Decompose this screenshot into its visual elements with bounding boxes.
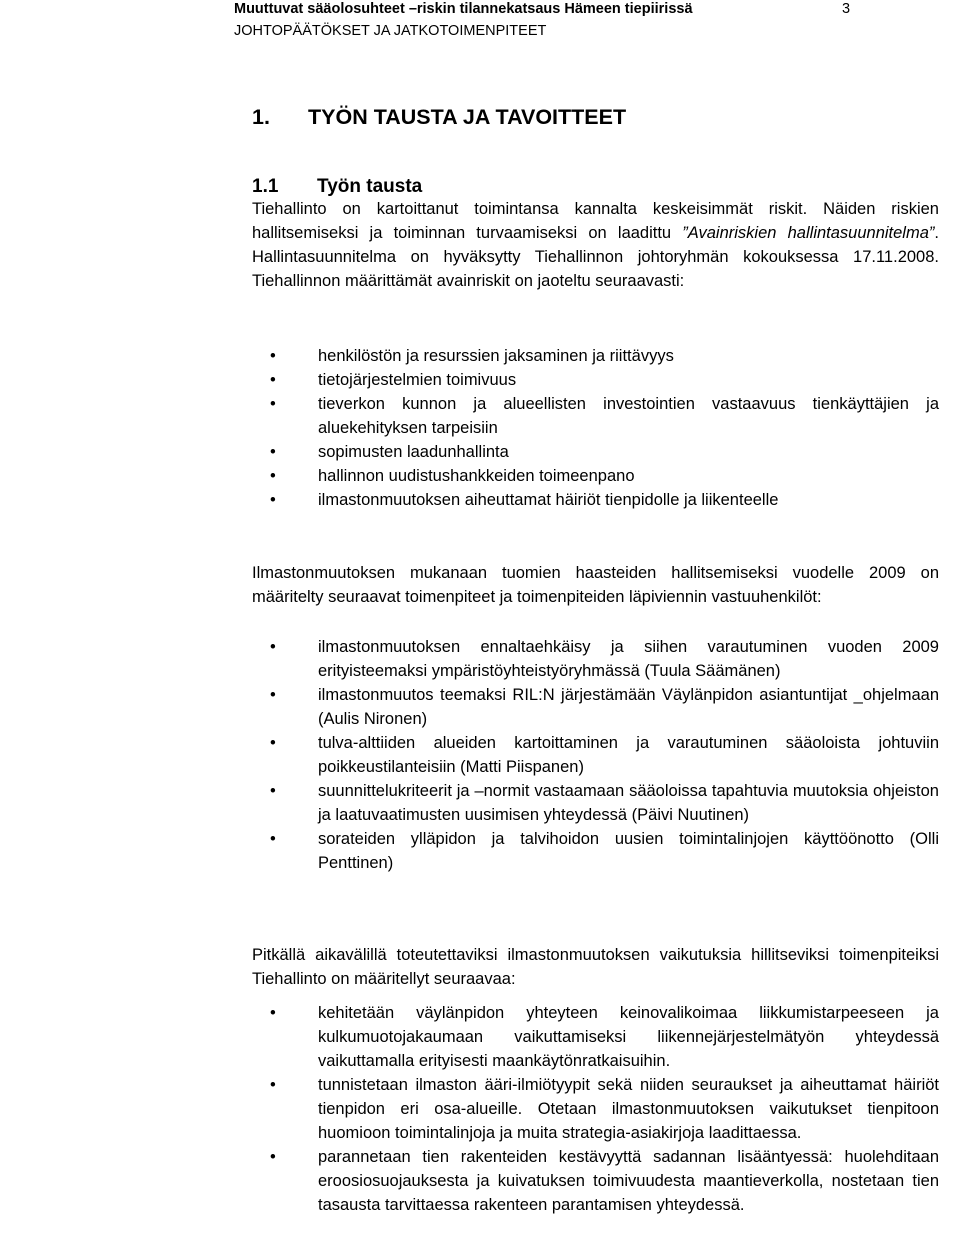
list-item: • sorateiden ylläpidon ja talvihoidon uusien toimintalinjojen käyttöönotto (Olli Penttinen): [270, 827, 939, 875]
bullet-icon: •: [270, 638, 276, 656]
list-item: • ilmastonmuutoksen ennaltaehkäisy ja siihen varautuminen vuoden 2009 erityisteemaksi ympäristöyhteistyöryhmässä (Tuula Säämänen): [270, 635, 939, 683]
bullet-icon: •: [270, 371, 276, 389]
risk-list: [270, 344, 939, 512]
header-subtitle: JOHTOPÄÄTÖKSET JA JATKOTOIMENPITEET: [234, 23, 547, 39]
list-item: • suunnittelukriteerit ja –normit vastaamaan sääoloissa tapahtuvia muutoksia ohjeiston ja laatuvaatimusten uusimisen yhteydessä (Päivi Nuutinen): [270, 779, 939, 827]
bullet-icon: •: [270, 491, 276, 509]
page-number: 3: [842, 1, 851, 17]
bullet-icon: •: [270, 1004, 276, 1022]
bullet-icon: •: [270, 443, 276, 461]
list-item: • tunnistetaan ilmaston ääri-ilmiötyypit sekä niiden seuraukset ja aiheuttamat häiriöt tienpidon eri osa-alueille. Otetaan ilmastonmuutoksen vaikutukset tienpitoon huomioon toimintalinjoja ja muita strategia-asiakirjoja laadittaessa.: [270, 1073, 939, 1145]
list-item: • sopimusten laadunhallinta: [270, 440, 939, 464]
bullet-icon: •: [270, 830, 276, 848]
list-item: • ilmastonmuutoksen aiheuttamat häiriöt tienpidolle ja liikenteelle: [270, 488, 939, 512]
intro-text-1: Tiehallinto on kartoittanut toimintansa kannalta keskeisimmät riskit. Näiden riskien hallitsemiseksi ja toiminnan turvaamiseksi on laadittu: [252, 200, 939, 242]
list-item: • hallinnon uudistushankkeiden toimeenpano: [270, 464, 939, 488]
list-item: • tietojärjestelmien toimivuus: [270, 368, 939, 392]
bullet-icon: •: [270, 467, 276, 485]
long-term-list: [270, 1001, 939, 1217]
list-item: • kehitetään väylänpidon yhteyteen keinovalikoimaa liikkumistarpeeseen ja kulkumuotojakaumaan vaikuttamiseksi liikennejärjestelmätyön yhteydessä vaikuttamalla erityisesti maankäytönratkaisuihin.: [270, 1001, 939, 1073]
list-item: • tulva-alttiiden alueiden kartoittaminen ja varautuminen sääoloista johtuviin poikkeustilanteisiin (Matti Piispanen): [270, 731, 939, 779]
intro-text-italic: ”Avainriskien hallintasuunnitelma”: [682, 224, 935, 242]
bullet-icon: •: [270, 686, 276, 704]
section-heading: [252, 105, 626, 130]
bullet-icon: •: [270, 347, 276, 365]
subsection-number: 1.1: [252, 176, 279, 197]
list-item: • tieverkon kunnon ja alueellisten investointien vastaavuus tienkäyttäjien ja aluekehityksen tarpeisiin: [270, 392, 939, 440]
bullet-icon: •: [270, 1148, 276, 1166]
list-item: • henkilöstön ja resurssien jaksaminen ja riittävyys: [270, 344, 939, 368]
measures-intro: Ilmastonmuutoksen mukanaan tuomien haasteiden hallitsemiseksi vuodelle 2009 on määritelty seuraavat toimenpiteet ja toimenpiteiden läpiviennin vastuuhenkilöt:: [252, 564, 939, 606]
section-number: 1.: [252, 105, 270, 129]
section-title: TYÖN TAUSTA JA TAVOITTEET: [308, 105, 627, 129]
measures-list: [270, 635, 939, 875]
long-term-intro: Pitkällä aikavälillä toteutettaviksi ilmastonmuutoksen vaikutuksia hillitseviksi toimenpiteiksi Tiehallinto on määritellyt seuraavaa:: [252, 946, 939, 988]
bullet-icon: •: [270, 1076, 276, 1094]
bullet-icon: •: [270, 395, 276, 413]
list-item: • ilmastonmuutos teemaksi RIL:N järjestämään Väylänpidon asiantuntijat _ohjelmaan (Aulis Nironen): [270, 683, 939, 731]
intro-paragraph: [252, 197, 939, 293]
bullet-icon: •: [270, 782, 276, 800]
subsection-heading: [252, 176, 422, 198]
intro-text-2: . Hallintasuunnitelma on hyväksytty Tiehallinnon johtoryhmän kokouksessa 17.11.2008. Tiehallinnon määrittämät avainriskit on jaoteltu seuraavasti:: [252, 224, 939, 290]
header-title: Muuttuvat sääolosuhteet –riskin tilannekatsaus Hämeen tiepiirissä: [234, 1, 693, 17]
subsection-title: Työn tausta: [317, 176, 423, 197]
list-item: • parannetaan tien rakenteiden kestävyyttä sadannan lisääntyessä: huolehditaan eroosiosuojauksesta ja kuivatuksen toimivuudesta maantieverkolla, nostetaan tien tasausta tarvittaessa rakenteen parantamisen yhteydessä.: [270, 1145, 939, 1217]
bullet-icon: •: [270, 734, 276, 752]
